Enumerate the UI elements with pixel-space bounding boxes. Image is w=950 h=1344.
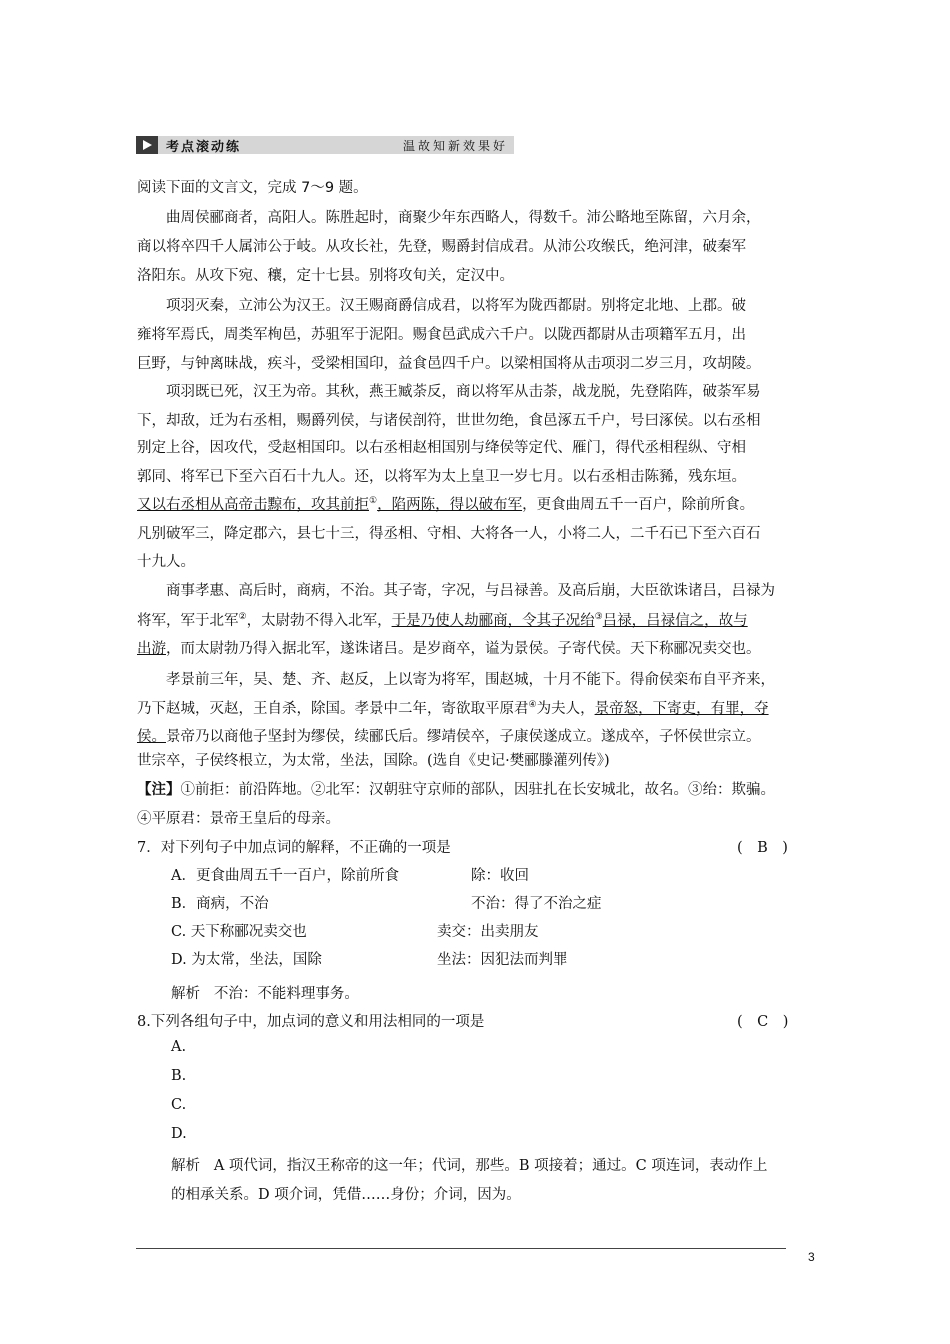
question-7-answer: ( B )	[737, 840, 788, 856]
passage-line: 曲周侯郦商者，高阳人。陈胜起时，商聚少年东西略人，得数千。沛公略地至陈留，六月余，	[137, 210, 761, 226]
passage-line: 世宗卒，子侯终根立，为太常，坐法，国除。(选自《史记·樊郦滕灌列传》)	[137, 753, 610, 769]
q8-option-c: C.	[171, 1097, 187, 1113]
page-number: 3	[808, 1250, 815, 1264]
footer-rule	[136, 1248, 786, 1249]
q7-option-a-gloss: 除：收回	[471, 868, 529, 884]
footnote-mark: ④	[528, 700, 537, 711]
note-line: ④平原君：景帝王皇后的母亲。	[137, 811, 340, 827]
passage-line: 项羽既已死，汉王为帝。其秋，燕王臧荼反，商以将军从击荼，战龙脱，先登陷阵，破荼军易	[137, 384, 761, 400]
reading-intro: 阅读下面的文言文，完成 7～9 题。	[137, 180, 368, 196]
underlined-sentence: 于是乃使人劫郦商，令其子况绐	[391, 613, 595, 629]
q7-option-a: A．更食曲周五千一百户，除前所食	[171, 868, 399, 884]
banner-title: 考点滚动练	[166, 139, 242, 155]
passage-line	[137, 609, 748, 630]
underlined-sentence: ，陷两陈，得以破布军	[377, 497, 523, 513]
q7-analysis	[171, 982, 359, 1003]
passage-text: ，而太尉勃乃得入据北军，遂诛诸吕。是岁商卒，谥为景侯。子寄代侯。天下称郦况卖交也。	[166, 641, 761, 657]
note-label: 【注】	[137, 782, 181, 798]
footnote-mark: ①	[369, 496, 378, 507]
passage-text: 将军，军于北军	[137, 613, 239, 629]
footnote-mark: ②	[238, 612, 247, 623]
analysis-label: 解析	[171, 986, 200, 1002]
underlined-sentence: 出游	[137, 641, 166, 657]
analysis-label: 解析	[171, 1158, 200, 1174]
question-8-answer: ( C )	[737, 1014, 789, 1030]
passage-line: 十九人。	[137, 554, 195, 570]
q8-analysis	[171, 1154, 767, 1175]
question-8-stem: 8.下列各组句子中，加点词的意义和用法相同的一项是	[137, 1014, 485, 1030]
passage-text: 乃下赵城，灭赵，王自杀，除国。孝景中二年，寄欲取平原君	[137, 701, 529, 717]
section-banner	[136, 136, 514, 154]
passage-line	[137, 697, 769, 718]
analysis-text: 不治：不能料理事务。	[213, 986, 359, 1002]
passage-line: 郭同、将军已下至六百石十九人。还，以将军为太上皇卫一岁七月。以右丞相击陈豨，残东垣。	[137, 469, 746, 485]
passage-line: 洛阳东。从攻下宛、穰，定十七县。别将攻旬关，定汉中。	[137, 268, 514, 284]
analysis-text: A 项代词，指汉王称帝的这一年；代词，那些。B 项接着；通过。C 项连词，表动作上	[213, 1158, 768, 1174]
note-line	[137, 778, 775, 799]
passage-text: 景帝乃以商他子坚封为缪侯，续郦氏后。缪靖侯卒，子康侯遂成立。遂成卒，子怀侯世宗立。	[166, 729, 761, 745]
q8-option-a: A.	[171, 1039, 187, 1055]
passage-line: 商以将卒四千人属沛公于岐。从攻长社，先登，赐爵封信成君。从沛公攻缑氏，绝河津，破秦军	[137, 239, 746, 255]
passage-line	[137, 725, 761, 746]
underlined-sentence: 景帝怒，下寄吏，有罪，夺	[594, 701, 769, 717]
underlined-sentence: 吕禄，吕禄信之，故与	[602, 613, 748, 629]
footnote-mark: ③	[594, 612, 603, 623]
q7-option-c-gloss: 卖交：出卖朋友	[437, 924, 539, 940]
q7-option-d-gloss: 坐法：因犯法而判罪	[437, 952, 568, 968]
passage-line: 孝景前三年，吴、楚、齐、赵反，上以寄为将军，围赵城，十月不能下。得俞侯栾布自平齐来，	[137, 672, 775, 688]
q7-option-d: D. 为太常，坐法，国除	[171, 952, 322, 968]
q7-option-b: B．商病，不治	[171, 896, 269, 912]
passage-line: 别定上谷，因攻代，受赵相国印。以右丞相赵相国别与绛侯等定代、雁门，得代丞相程纵、守相	[137, 440, 746, 456]
passage-text: ，太尉勃不得入北军，	[246, 613, 392, 629]
banner-slogan: 温故知新效果好	[402, 138, 508, 153]
note-text: ①前拒：前沿阵地。②北军：汉朝驻守京师的部队，因驻扎在长安城北，故名。③绐：欺骗。	[180, 782, 775, 798]
passage-line: 雍将军焉氏，周类军栒邑，苏驵军于泥阳。赐食邑武成六千户。以陇西都尉从击项籍军五月，出	[137, 327, 746, 343]
question-7-stem: 7．对下列句子中加点词的解释，不正确的一项是	[137, 840, 451, 856]
passage-text: 为夫人，	[536, 701, 595, 717]
passage-line	[137, 493, 754, 514]
q8-option-d: D.	[171, 1126, 187, 1142]
passage-line	[137, 637, 761, 658]
underlined-sentence: 侯。	[137, 729, 166, 745]
q8-option-b: B.	[171, 1068, 187, 1084]
underlined-sentence: 又以右丞相从高帝击黥布，攻其前拒	[137, 497, 369, 513]
q7-option-c: C. 天下称郦况卖交也	[171, 924, 307, 940]
passage-line: 项羽灭秦，立沛公为汉王。汉王赐商爵信成君，以将军为陇西都尉。别将定北地、上郡。破	[137, 298, 746, 314]
passage-line: 下，却敌，迁为右丞相，赐爵列侯，与诸侯剖符，世世勿绝，食邑涿五千户，号曰涿侯。以右丞相	[137, 413, 761, 429]
passage-text: ，更食曲周五千一百户，除前所食。	[522, 497, 755, 513]
passage-line: 巨野，与钟离昧战，疾斗，受梁相国印，益食邑四千户。以梁相国将从击项羽二岁三月，攻胡陵。	[137, 356, 761, 372]
q8-analysis-cont: 的相承关系。D 项介词，凭借……身份；介词，因为。	[171, 1187, 521, 1203]
passage-line: 凡别破军三，降定郡六，县七十三，得丞相、守相、大将各一人，小将二人，二千石已下至六百石	[137, 526, 761, 542]
play-arrow-icon	[136, 136, 158, 154]
q7-option-b-gloss: 不治：得了不治之症	[471, 896, 602, 912]
passage-line: 商事孝惠、高后时，商病，不治。其子寄，字况，与吕禄善。及高后崩，大臣欲诛诸吕，吕禄为	[137, 583, 775, 599]
